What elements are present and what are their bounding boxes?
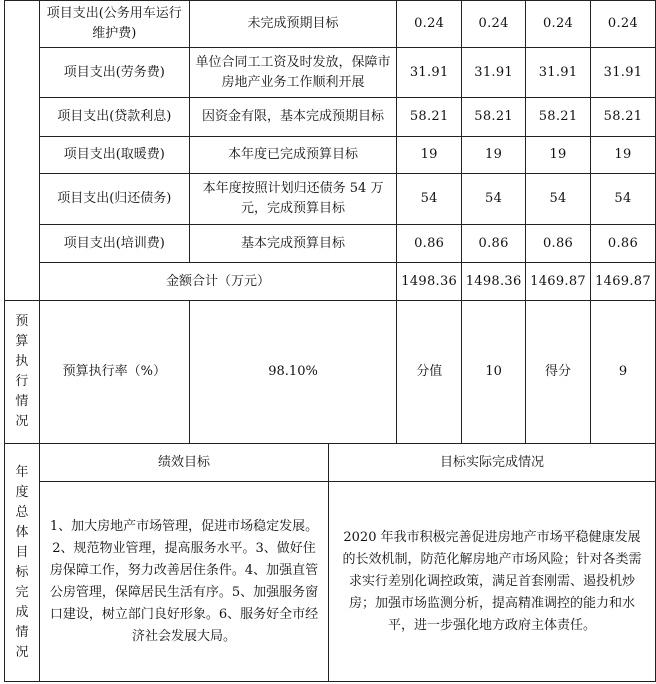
earned-value: 9 bbox=[591, 301, 656, 444]
score-label: 分值 bbox=[397, 301, 462, 444]
expense-row bbox=[5, 98, 656, 137]
expense-row bbox=[5, 137, 656, 174]
value-cell: 54 bbox=[397, 174, 462, 225]
value-cell: 0.24 bbox=[462, 1, 526, 48]
total-row bbox=[5, 263, 656, 301]
performance-header-row bbox=[5, 444, 656, 482]
value-cell: 58.21 bbox=[526, 98, 591, 137]
actual-text: 2020 年我市积极完善促进房地产市场平稳健康发展的长效机制，防范化解房地产市场风险；针对各类需求实行差别化调控政策，满足首套刚需、遏投机炒房；加强市场监测分析，提高精准调控的能力和水平，进一步强化地方政府主体责任。 bbox=[329, 482, 656, 682]
earned-label: 得分 bbox=[526, 301, 591, 444]
project-cell: 项目支出(取暖费) bbox=[39, 137, 189, 174]
expense-row bbox=[5, 48, 656, 98]
status-cell: 未完成预期目标 bbox=[189, 1, 396, 48]
status-cell: 因资金有限，基本完成预期目标 bbox=[189, 98, 396, 137]
total-value: 1498.36 bbox=[462, 263, 526, 301]
value-cell: 0.24 bbox=[591, 1, 656, 48]
value-cell: 19 bbox=[397, 137, 462, 174]
project-cell: 项目支出(归还债务) bbox=[39, 174, 189, 225]
value-cell: 58.21 bbox=[397, 98, 462, 137]
rate-value: 98.10% bbox=[189, 301, 396, 444]
project-cell: 项目支出(贷款利息) bbox=[39, 98, 189, 137]
goal-text: 1、加大房地产市场管理，促进市场稳定发展。2、规范物业管理，提高服务水平。3、做好住房保障工作，努力改善居住条件。4、加强直管公房管理，保障居民生活有序。5、加强服务窗口建设，树立部门良好形象。6、服务好全市经济社会发展大局。 bbox=[40, 482, 329, 682]
value-cell: 54 bbox=[462, 174, 526, 225]
total-label: 金额合计（万元） bbox=[39, 263, 397, 301]
total-value: 1469.87 bbox=[526, 263, 591, 301]
project-cell: 项目支出(公务用车运行维护费) bbox=[39, 1, 189, 48]
budget-table bbox=[4, 0, 656, 444]
value-cell: 19 bbox=[462, 137, 526, 174]
expense-row bbox=[5, 174, 656, 225]
value-cell: 0.86 bbox=[397, 225, 462, 263]
value-cell: 54 bbox=[591, 174, 656, 225]
value-cell: 58.21 bbox=[591, 98, 656, 137]
project-cell: 项目支出(培训费) bbox=[39, 225, 189, 263]
score-value: 10 bbox=[462, 301, 526, 444]
value-cell: 0.24 bbox=[526, 1, 591, 48]
performance-table bbox=[4, 443, 656, 682]
row-group-side bbox=[5, 1, 40, 301]
total-value: 1469.87 bbox=[591, 263, 656, 301]
value-cell: 0.86 bbox=[462, 225, 526, 263]
expense-row bbox=[5, 1, 656, 48]
goal-header: 绩效目标 bbox=[40, 444, 329, 482]
execution-side-label: 预 算 执 行 情 况 bbox=[5, 301, 40, 444]
value-cell: 0.86 bbox=[591, 225, 656, 263]
status-cell: 本年度已完成预算目标 bbox=[189, 137, 396, 174]
value-cell: 19 bbox=[526, 137, 591, 174]
performance-content-row bbox=[5, 482, 656, 682]
value-cell: 31.91 bbox=[526, 48, 591, 98]
performance-side-label: 年 度 总 体 目 标 完 成 情 况 bbox=[5, 444, 40, 682]
value-cell: 19 bbox=[591, 137, 656, 174]
rate-label: 预算执行率（%） bbox=[39, 301, 189, 444]
value-cell: 31.91 bbox=[397, 48, 462, 98]
status-cell: 基本完成预算目标 bbox=[189, 225, 396, 263]
expense-row bbox=[5, 225, 656, 263]
status-cell: 本年度按照计划归还债务 54 万元，完成预算目标 bbox=[189, 174, 396, 225]
execution-row bbox=[5, 301, 656, 444]
value-cell: 54 bbox=[526, 174, 591, 225]
actual-header: 目标实际完成情况 bbox=[329, 444, 656, 482]
value-cell: 0.24 bbox=[397, 1, 462, 48]
project-cell: 项目支出(劳务费) bbox=[39, 48, 189, 98]
value-cell: 31.91 bbox=[462, 48, 526, 98]
value-cell: 0.86 bbox=[526, 225, 591, 263]
value-cell: 58.21 bbox=[462, 98, 526, 137]
total-value: 1498.36 bbox=[397, 263, 462, 301]
status-cell: 单位合同工工资及时发放，保障市房地产业务工作顺利开展 bbox=[189, 48, 396, 98]
value-cell: 31.91 bbox=[591, 48, 656, 98]
